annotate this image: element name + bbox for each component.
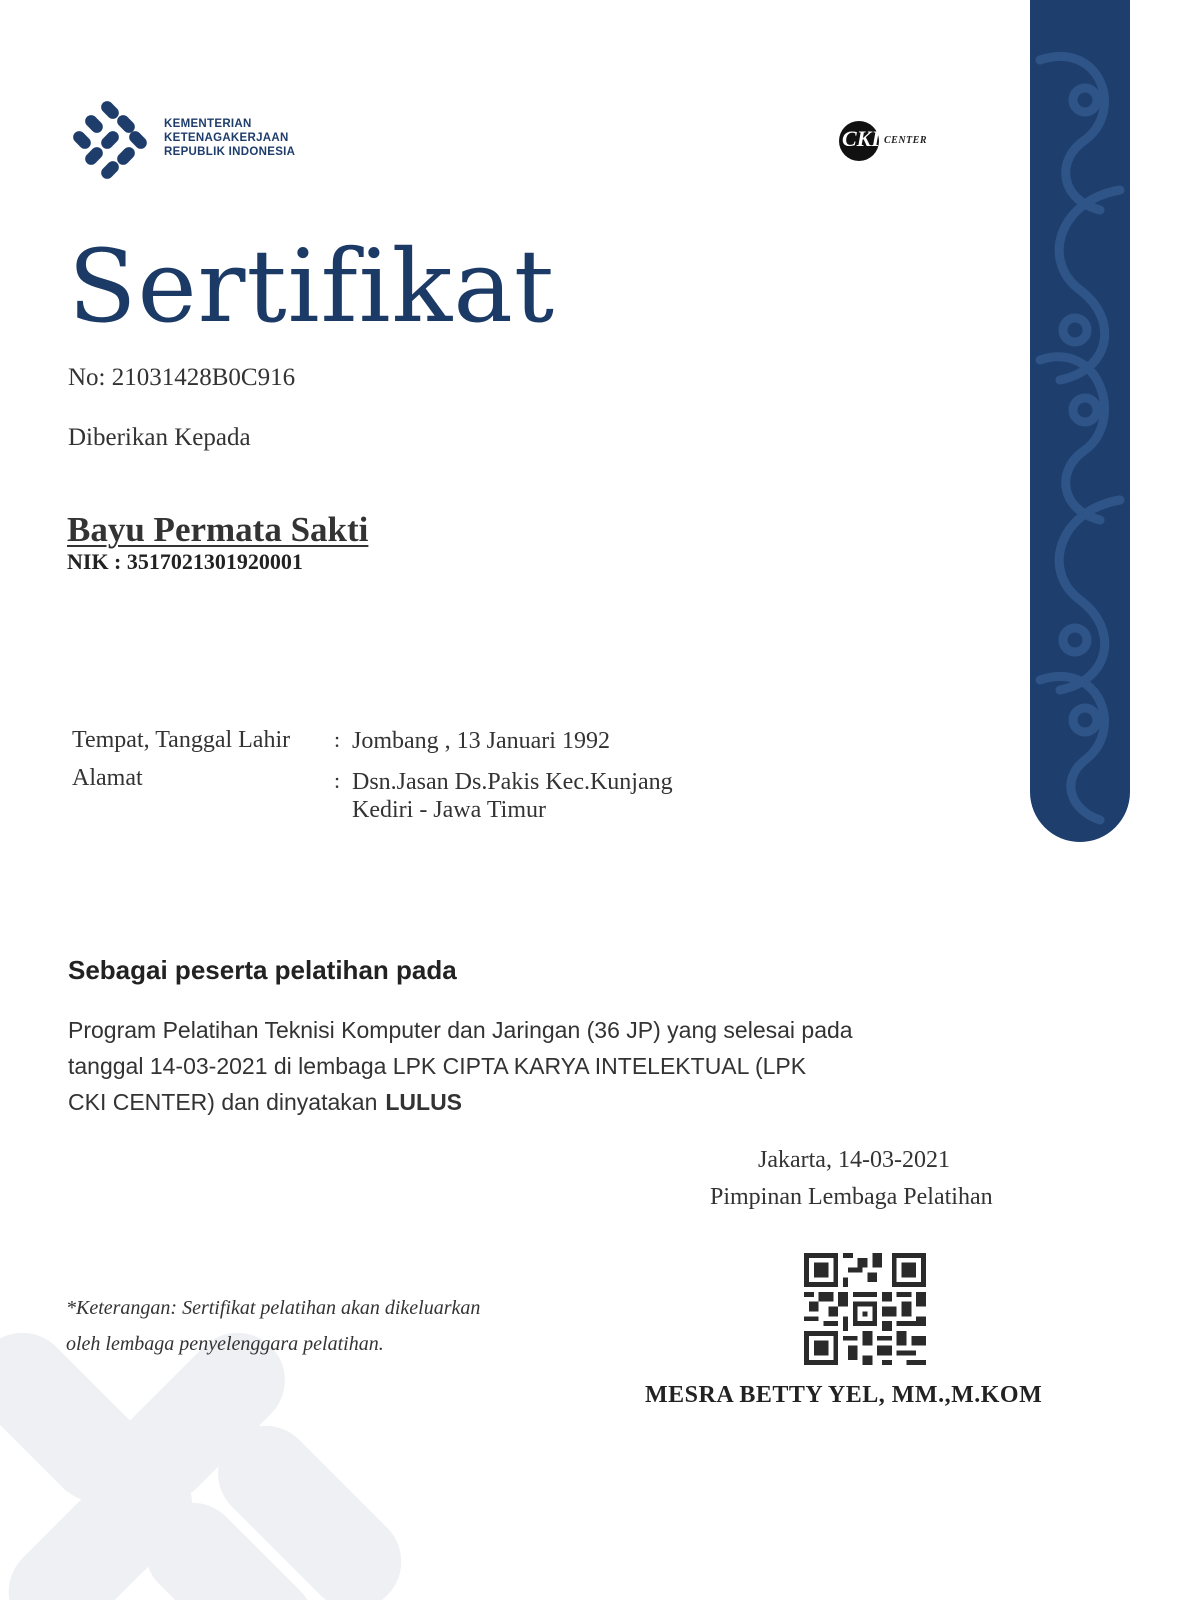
training-line-3-text: CKI CENTER) dan dinyatakan [68, 1089, 378, 1115]
cki-logo-name: CENTER [884, 135, 928, 146]
note-line-1: *Keterangan: Sertifikat pelatihan akan dikeluarkan [66, 1297, 481, 1319]
certificate-number: No: 21031428B0C916 [68, 364, 296, 391]
ministry-logo-icon [70, 100, 150, 180]
given-to-label: Diberikan Kepada [68, 424, 251, 451]
address-line-2: Kediri - Jawa Timur [352, 797, 546, 823]
watermark-logo-icon [0, 1330, 480, 1600]
ministry-name [164, 117, 295, 159]
address-colon: : [334, 768, 341, 793]
recipient-name: Bayu Permata Sakti [67, 510, 369, 549]
cki-logo-mark: CKI [842, 126, 880, 151]
training-description [68, 1012, 948, 1120]
decorative-band [1030, 0, 1130, 842]
recipient-nik: NIK : 3517021301920001 [67, 549, 303, 574]
qr-code-icon [804, 1253, 926, 1365]
birth-value: Jombang , 13 Januari 1992 [352, 728, 610, 754]
ornament-pattern-icon [1030, 0, 1130, 842]
ministry-line-3: REPUBLIK INDONESIA [164, 146, 296, 158]
note [66, 1290, 606, 1362]
training-line-1: Program Pelatihan Teknisi Komputer dan Jaringan (36 JP) yang selesai pada [68, 1017, 853, 1043]
training-heading: Sebagai peserta pelatihan pada [68, 955, 457, 985]
ministry-line-1: KEMENTERIAN [164, 118, 252, 130]
address-line-1: Dsn.Jasan Ds.Pakis Kec.Kunjang [352, 769, 673, 795]
signature-place-date: Jakarta, 14-03-2021 [758, 1147, 950, 1173]
signature-title: Pimpinan Lembaga Pelatihan [710, 1184, 993, 1210]
ministry-line-2: KETENAGAKERJAAN [164, 132, 289, 144]
birth-colon: : [334, 727, 341, 752]
certificate-title: Sertifikat [68, 228, 556, 345]
address-label: Alamat [72, 765, 143, 791]
birth-label: Tempat, Tanggal Lahir [72, 727, 291, 753]
training-result: LULUS [385, 1089, 463, 1115]
note-line-2: oleh lembaga penyelenggara pelatihan. [66, 1333, 384, 1355]
signer-name: MESRA BETTY YEL, MM.,M.KOM [645, 1382, 1043, 1408]
training-line-3 [68, 1084, 948, 1120]
training-line-2: tanggal 14-03-2021 di lembaga LPK CIPTA KARYA INTELEKTUAL (LPK [68, 1053, 807, 1079]
